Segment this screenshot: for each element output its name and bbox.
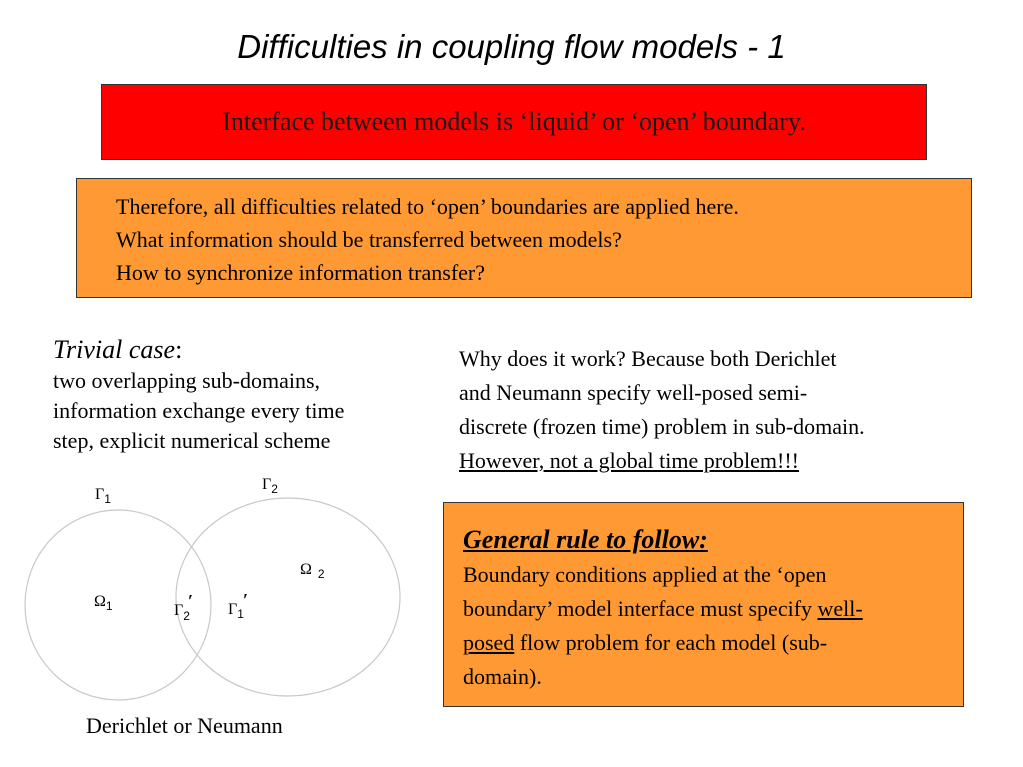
- difficulty-line: Therefore, all difficulties related to ‘open’ boundaries are applied here.: [116, 194, 739, 219]
- why-line: and Neumann specify well-posed semi-: [459, 380, 808, 405]
- gamma-2-label: $\Gamma_2$: [262, 476, 278, 496]
- banner-box: [101, 84, 927, 160]
- omega-2-label: Ω $_2$: [300, 561, 325, 581]
- rule-line: domain).: [463, 664, 542, 689]
- gamma-2-prime-label: $\Gamma_2'$: [174, 591, 193, 623]
- trivial-case-line: two overlapping sub-domains,: [53, 368, 321, 393]
- omega-1-label: $\Omega_1$: [94, 593, 113, 613]
- rule-line: posed flow problem for each model (sub-: [463, 630, 828, 655]
- trivial-case-text: [53, 334, 448, 456]
- why-underlined-line: However, not a global time problem!!!: [459, 448, 800, 473]
- general-rule-heading: General rule to follow:: [463, 525, 708, 554]
- why-it-works-text: [459, 342, 1004, 478]
- why-line: discrete (frozen time) problem in sub-domain.: [459, 414, 865, 439]
- trivial-case-line: information exchange every time: [53, 398, 345, 423]
- difficulty-line: What information should be transferred between models?: [116, 227, 622, 252]
- difficulties-box: [76, 178, 972, 298]
- domain-2-circle: [176, 498, 400, 696]
- diagram-caption: Derichlet or Neumann: [86, 713, 283, 738]
- overlapping-domains-diagram: [0, 470, 440, 710]
- why-line: Why does it work? Because both Derichlet: [459, 346, 837, 371]
- banner-text: Interface between models is ‘liquid’ or ‘open’ boundary.: [222, 107, 806, 136]
- general-rule-box: [443, 502, 964, 707]
- slide-title: Difficulties in coupling flow models - 1: [237, 28, 786, 65]
- gamma-1-prime-label: $\Gamma_1'$: [228, 590, 248, 621]
- gamma-1-label: $\Gamma_1$: [95, 486, 111, 506]
- trivial-case-heading: Trivial case:: [53, 335, 183, 364]
- trivial-case-line: step, explicit numerical scheme: [53, 428, 331, 453]
- rule-line: Boundary conditions applied at the ‘open: [463, 562, 827, 587]
- rule-line: boundary’ model interface must specify well-: [463, 596, 863, 621]
- difficulty-line: How to synchronize information transfer?: [116, 260, 485, 285]
